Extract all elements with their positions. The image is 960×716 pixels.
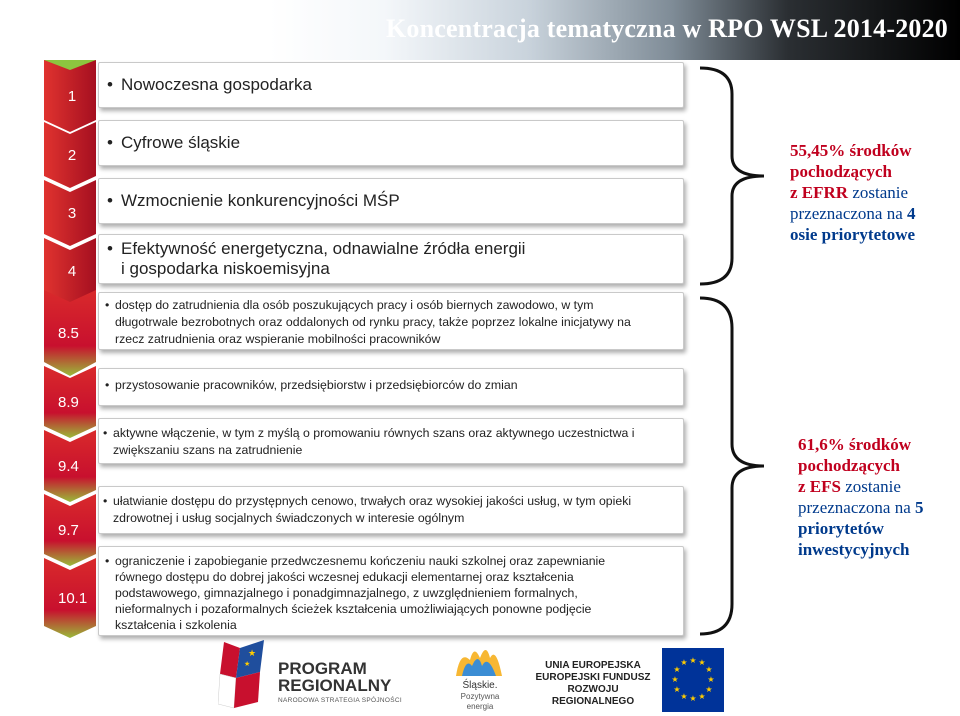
priority-box-8-5 <box>98 292 684 350</box>
priority-line: podstawowego, gimnazjalnego i ponadgimnazjalnego, z uwzględnieniem formalnych, <box>115 586 578 600</box>
bullet-icon: • <box>105 298 110 312</box>
slaskie-name: Śląskie. <box>462 680 498 691</box>
chevron-number: 1 <box>67 87 77 105</box>
program-regionalny-logo <box>278 660 402 705</box>
efrr-count: 4 <box>907 204 916 223</box>
svg-text:★: ★ <box>689 656 697 665</box>
svg-text:★: ★ <box>689 694 697 703</box>
eu-text <box>534 660 652 708</box>
bullet-icon: • <box>105 554 110 568</box>
bullet-icon: • <box>107 75 113 94</box>
svg-text:★: ★ <box>707 675 715 684</box>
efrr-line-2: pochodzących <box>790 162 892 181</box>
slaskie-tagline: Pozytywna energia <box>460 692 500 711</box>
priority-line: ułatwianie dostępu do przystępnych cenowo, trwałych oraz wysokiej jakości usług, w tym opieki <box>113 494 632 508</box>
title-bar <box>0 0 960 60</box>
efrr-fund: z EFRR <box>790 183 849 202</box>
slaskie-text <box>450 680 510 712</box>
efs-line-2: pochodzących <box>798 456 900 475</box>
chevron-number: 9.7 <box>58 521 79 539</box>
priority-label-line-2: i gospodarka niskoemisyjna <box>121 259 330 278</box>
svg-text:★: ★ <box>705 685 713 694</box>
efs-line-5: priorytetów <box>798 519 884 538</box>
priority-box-10-1 <box>98 546 684 636</box>
page-title: Koncentracja tematyczna w RPO WSL 2014-2020 <box>386 14 948 43</box>
chevron-2 <box>44 122 96 188</box>
svg-text:★: ★ <box>698 692 706 701</box>
priority-box-2 <box>98 120 684 166</box>
efrr-note <box>790 140 916 245</box>
chevron-10-1 <box>44 558 96 638</box>
chevron-number: 9.4 <box>58 457 79 475</box>
efs-count: 5 <box>915 498 924 517</box>
svg-text:★: ★ <box>244 660 251 668</box>
bullet-icon: • <box>107 239 113 258</box>
program-regionalny-flag-icon <box>218 638 270 710</box>
priority-line: nieformalnych i pozaformalnych ścieżek kształcenia umożliwiających ponowne podjęcie <box>115 602 592 616</box>
priority-line: długotrwale bezrobotnych oraz oddalonych od rynku pracy, także poprzez lokalne inicjatywy na <box>115 315 631 329</box>
chevron-number: 2 <box>67 146 77 164</box>
svg-text:★: ★ <box>680 658 688 667</box>
svg-text:★: ★ <box>671 675 679 684</box>
svg-text:★: ★ <box>673 685 681 694</box>
efrr-line-4: przeznaczona na <box>790 204 908 223</box>
brace-efrr <box>696 64 768 288</box>
eu-line-3: ROZWOJU REGIONALNEGO <box>551 684 635 707</box>
priority-label: Cyfrowe śląskie <box>121 133 241 152</box>
efs-line-6: inwestycyjnych <box>798 540 910 559</box>
priority-box-4 <box>98 234 684 284</box>
priority-label: Nowoczesna gospodarka <box>121 75 312 94</box>
priority-label-line-1: Efektywność energetyczna, odnawialne źródła energii <box>121 239 526 258</box>
svg-text:★: ★ <box>705 665 713 674</box>
priority-line: równego dostępu do dobrej jakości wczesnej edukacji elementarnej oraz kształcenia <box>115 570 574 584</box>
priority-line: rzecz zatrudnienia oraz wspieranie mobilności pracowników <box>115 332 441 346</box>
priority-line: przystosowanie pracowników, przedsiębiorstw i przedsiębiorców do zmian <box>115 378 518 392</box>
program-line-2: REGIONALNY <box>278 676 392 695</box>
priority-label: Wzmocnienie konkurencyjności MŚP <box>121 191 400 210</box>
priority-line: dostęp do zatrudnienia dla osób poszukujących pracy i osób biernych zawodowo, w tym <box>115 298 594 312</box>
chevron-number: 8.9 <box>58 393 79 411</box>
priority-box-9-4 <box>98 418 684 464</box>
chevron-number: 4 <box>67 262 77 280</box>
chevron-8-5 <box>44 290 96 376</box>
efrr-share: 55,45% środków <box>790 141 912 160</box>
efs-note <box>798 434 924 560</box>
slaskie-logo-icon <box>452 640 508 680</box>
chevron-8-9 <box>44 366 96 438</box>
efrr-line-5: osie priorytetowe <box>790 225 916 244</box>
svg-text:★: ★ <box>248 649 257 659</box>
priority-box-9-7 <box>98 486 684 534</box>
eu-line-1: UNIA EUROPEJSKA <box>545 660 641 671</box>
eu-flag-icon <box>662 648 724 712</box>
priority-line: zwiększaniu szans na zatrudnienie <box>113 443 303 457</box>
program-line-1: PROGRAM <box>278 659 367 678</box>
priority-box-3 <box>98 178 684 224</box>
priority-line: ograniczenie i zapobieganie przedwczesnemu kończeniu nauki szkolnej oraz zapewnianie <box>115 554 606 568</box>
bullet-icon: • <box>107 191 113 210</box>
efs-line-4: przeznaczona na <box>798 498 916 517</box>
bullet-icon: • <box>105 378 110 392</box>
priority-box-8-9 <box>98 368 684 406</box>
svg-text:★: ★ <box>680 692 688 701</box>
efrr-line-3b: zostanie <box>848 183 909 202</box>
chevron-9-7 <box>44 494 96 566</box>
eu-line-2: EUROPEJSKI FUNDUSZ <box>535 672 651 683</box>
efs-fund: z EFS <box>798 477 841 496</box>
svg-text:★: ★ <box>698 658 706 667</box>
chevron-number: 10.1 <box>58 589 88 607</box>
priority-box-1 <box>98 62 684 108</box>
svg-text:★: ★ <box>673 665 681 674</box>
brace-efs <box>696 294 768 638</box>
chevron-number: 3 <box>67 204 77 222</box>
bullet-icon: • <box>103 494 108 508</box>
chevron-number: 8.5 <box>58 324 79 342</box>
program-subtitle: NARODOWA STRATEGIA SPÓJNOŚCI <box>278 697 402 704</box>
efs-share: 61,6% środków <box>798 435 912 454</box>
priority-line: zdrowotnej i usług socjalnych świadczonych w interesie ogólnym <box>113 511 465 525</box>
chevron-9-4 <box>44 430 96 502</box>
priority-line: kształcenia i szkolenia <box>115 618 237 632</box>
bullet-icon: • <box>103 426 108 440</box>
priority-line: aktywne włączenie, w tym z myślą o promowaniu równych szans oraz aktywnego uczestnictwa i <box>113 426 635 440</box>
bullet-icon: • <box>107 133 113 152</box>
chevron-3 <box>44 180 96 246</box>
efs-line-3b: zostanie <box>840 477 901 496</box>
